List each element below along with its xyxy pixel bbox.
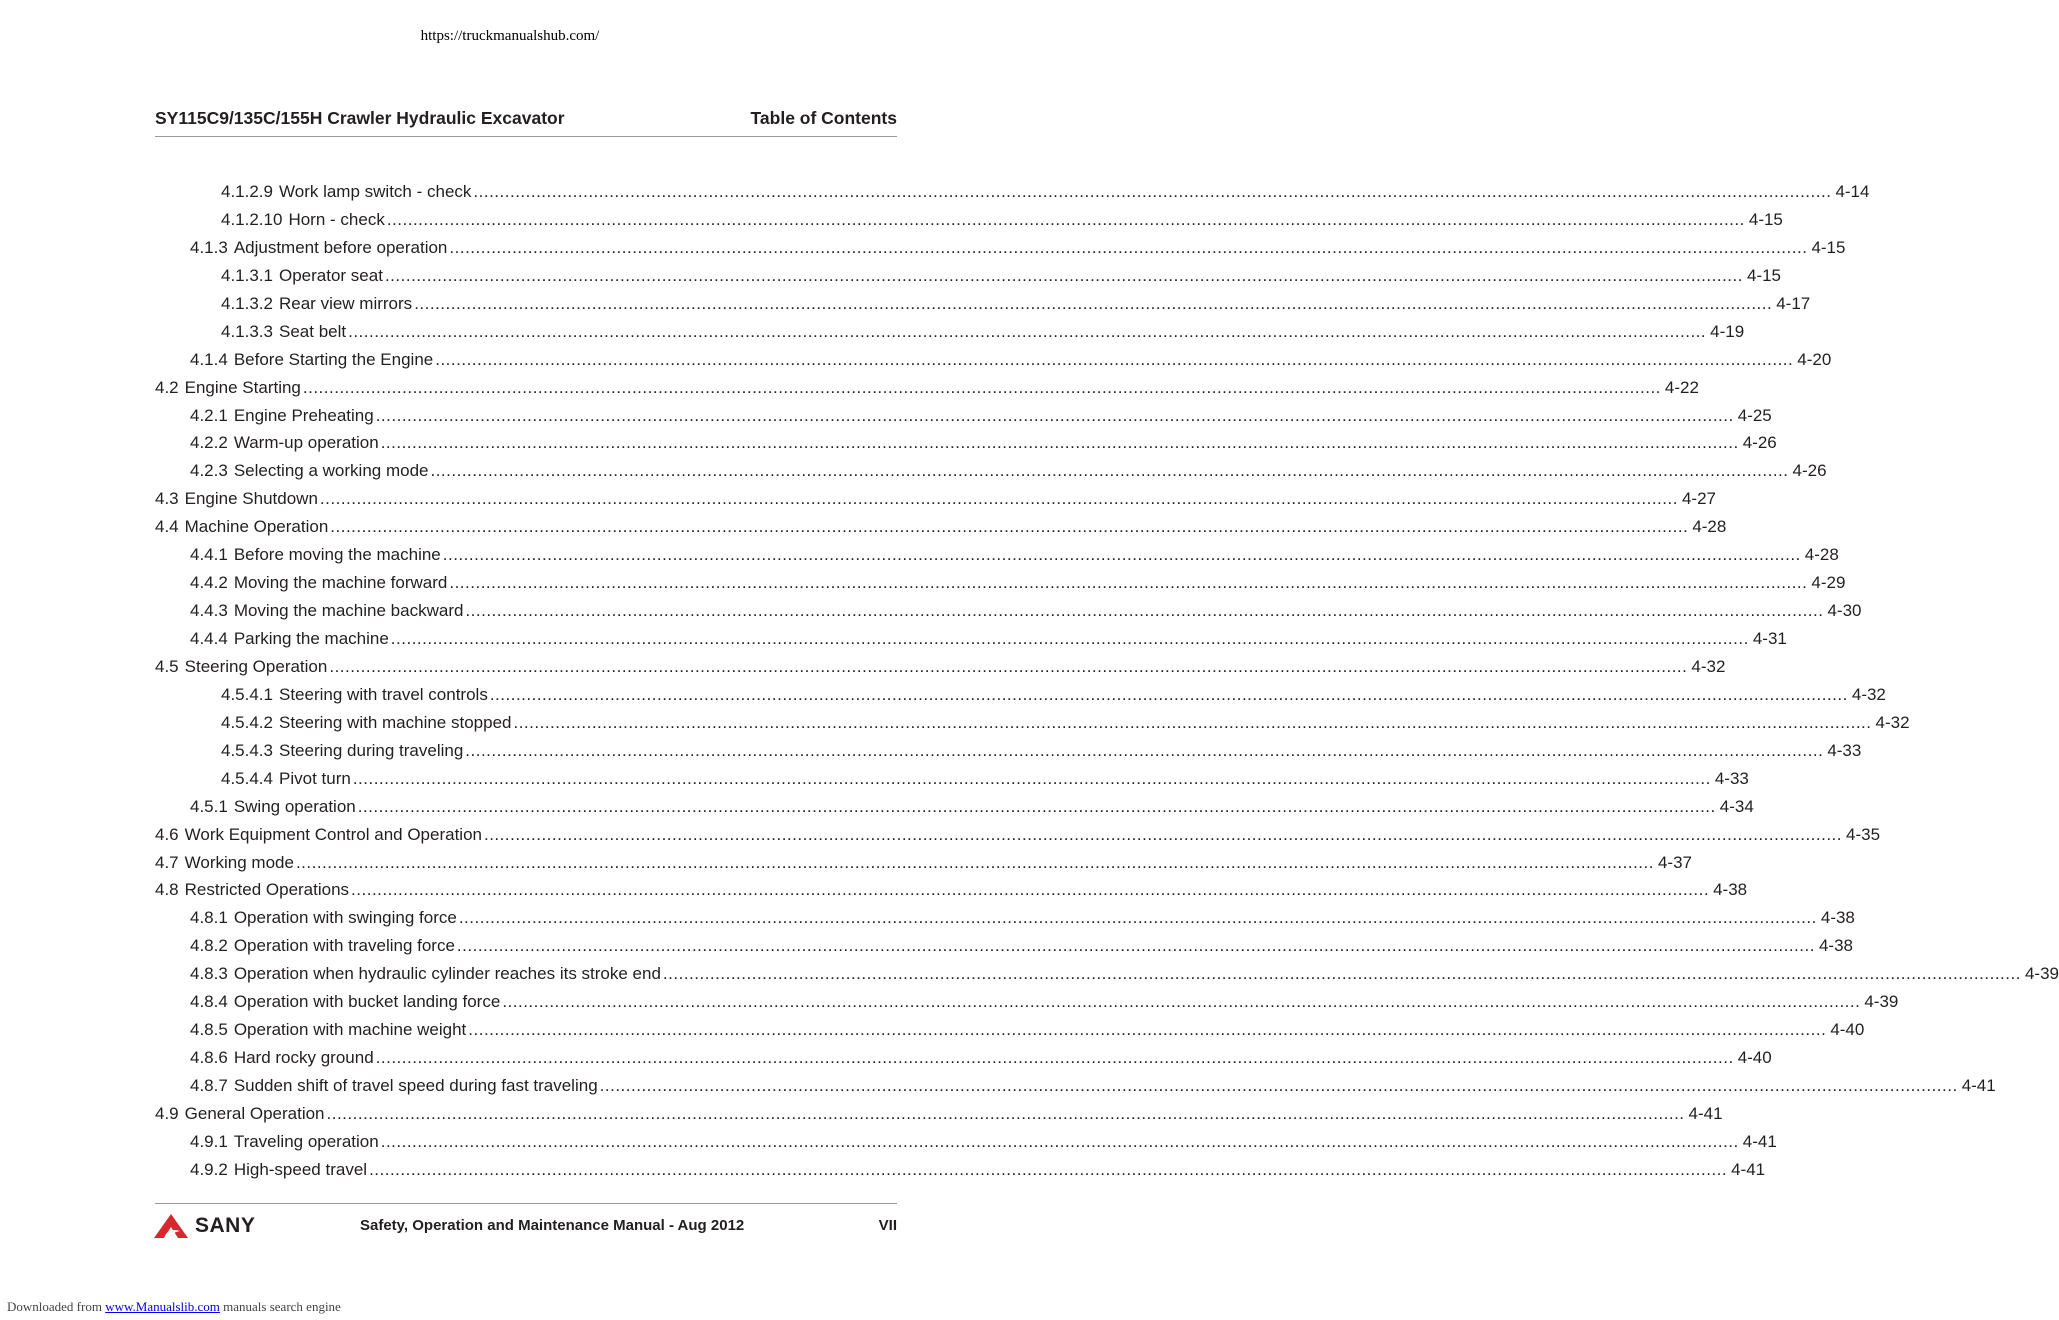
toc-entry[interactable]	[155, 234, 1846, 262]
toc-entry-title: Selecting a working mode	[233, 461, 429, 481]
toc-entry[interactable]	[155, 597, 1862, 625]
toc-entry-number: 4.9.2	[190, 1159, 228, 1179]
toc-dot-leader: ....................................................................................................................................................................................................................................................................	[351, 880, 1710, 900]
toc-entry-title: Steering during traveling	[279, 740, 464, 760]
toc-dot-leader: ....................................................................................................................................................................................................................................................................	[414, 293, 1773, 313]
toc-entry-title: Operator seat	[279, 265, 383, 285]
toc-entry-title: Operation with traveling force	[233, 936, 455, 956]
toc-entry-title: Moving the machine forward	[233, 573, 448, 593]
toc-entry-page: 4-22	[1664, 377, 1699, 397]
toc-entry-number: 4.8	[155, 880, 179, 900]
toc-entry-number: 4.4	[155, 517, 179, 537]
toc-entry-page: 4-41	[1742, 1131, 1777, 1151]
toc-entry-page: 4-32	[1851, 684, 1886, 704]
toc-dot-leader: ....................................................................................................................................................................................................................................................................	[369, 1159, 1728, 1179]
toc-entry[interactable]	[155, 793, 1754, 821]
toc-dot-leader: ....................................................................................................................................................................................................................................................................	[483, 824, 1843, 844]
toc-entry-title: Warm-up operation	[233, 433, 379, 453]
download-suffix: manuals search engine	[223, 1299, 341, 1314]
toc-entry-page: 4-28	[1804, 545, 1839, 565]
toc-entry-number: 4.1.3	[190, 237, 228, 257]
toc-entry-title: Restricted Operations	[184, 880, 350, 900]
toc-dot-leader: ....................................................................................................................................................................................................................................................................	[352, 768, 1711, 788]
toc-entry-number: 4.5.4.2	[221, 712, 273, 732]
toc-entry-number: 4.4.3	[190, 601, 228, 621]
toc-dot-leader: ....................................................................................................................................................................................................................................................................	[390, 629, 1749, 648]
toc-entry-page: 4-35	[1846, 824, 1881, 844]
toc-entry[interactable]	[155, 178, 1870, 206]
toc-entry-number: 4.8.4	[190, 992, 228, 1012]
toc-entry-number: 4.8.5	[190, 1020, 228, 1040]
toc-entry[interactable]	[155, 402, 1772, 430]
toc-dot-leader: ....................................................................................................................................................................................................................................................................	[473, 182, 1832, 201]
toc-dot-leader: ....................................................................................................................................................................................................................................................................	[386, 209, 1745, 229]
footer-divider	[155, 1203, 897, 1204]
toc-entry[interactable]	[155, 876, 1748, 904]
toc-entry[interactable]	[155, 960, 2059, 988]
toc-entry-page: 4-33	[1827, 740, 1862, 760]
toc-entry-page: 4-25	[1737, 405, 1772, 425]
toc-entry-number: 4.5.1	[190, 796, 228, 816]
toc-entry[interactable]	[155, 765, 1749, 793]
toc-entry[interactable]	[155, 653, 1726, 681]
toc-entry[interactable]	[155, 290, 1811, 318]
toc-entry[interactable]	[155, 681, 1886, 709]
toc-entry-title: Engine Shutdown	[184, 489, 318, 509]
toc-entry-title: Horn - check	[288, 209, 385, 229]
toc-entry[interactable]	[155, 206, 1783, 234]
toc-entry-title: High-speed travel	[233, 1159, 368, 1179]
toc-dot-leader: ....................................................................................................................................................................................................................................................................	[326, 1103, 1685, 1123]
toc-dot-leader: ....................................................................................................................................................................................................................................................................	[468, 1020, 1827, 1040]
toc-entry-page: 4-15	[1748, 209, 1783, 229]
toc-dot-leader: ....................................................................................................................................................................................................................................................................	[357, 796, 1716, 816]
toc-entry-page: 4-26	[1742, 433, 1777, 453]
toc-entry-title: Moving the machine backward	[233, 601, 464, 621]
toc-entry-page: 4-33	[1714, 768, 1749, 788]
toc-entry-page: 4-31	[1752, 629, 1787, 648]
toc-entry-title: Adjustment before operation	[233, 237, 448, 257]
page-number: VII	[878, 1217, 897, 1234]
toc-dot-leader: ....................................................................................................................................................................................................................................................................	[384, 265, 1743, 285]
toc-entry-title: Swing operation	[233, 796, 356, 816]
toc-entry-title: Steering with machine stopped	[279, 712, 512, 732]
toc-entry-title: Before Starting the Engine	[233, 349, 434, 369]
toc-entry[interactable]	[155, 849, 1692, 877]
toc-entry-title: Work Equipment Control and Operation	[184, 824, 482, 844]
toc-entry-number: 4.5.4.3	[221, 740, 273, 760]
toc-dot-leader: ....................................................................................................................................................................................................................................................................	[489, 684, 1848, 704]
toc-entry-number: 4.1.3.1	[221, 265, 273, 285]
toc-entry[interactable]	[155, 988, 1899, 1016]
section-title: Table of Contents	[750, 108, 897, 128]
toc-entry-page: 4-39	[1864, 992, 1899, 1012]
sany-logo-icon	[153, 1213, 189, 1239]
toc-entry[interactable]	[155, 485, 1716, 513]
toc-dot-leader: ....................................................................................................................................................................................................................................................................	[375, 1048, 1734, 1068]
toc-entry-title: General Operation	[184, 1103, 325, 1123]
toc-dot-leader: ....................................................................................................................................................................................................................................................................	[465, 601, 1824, 621]
toc-entry-page: 4-30	[1827, 601, 1862, 621]
toc-dot-leader: ....................................................................................................................................................................................................................................................................	[295, 852, 1654, 872]
toc-entry-title: Pivot turn	[279, 768, 351, 788]
toc-entry-number: 4.1.2.10	[221, 209, 283, 229]
toc-entry[interactable]	[155, 625, 1787, 653]
toc-dot-leader: ....................................................................................................................................................................................................................................................................	[502, 992, 1861, 1012]
toc-dot-leader: ....................................................................................................................................................................................................................................................................	[348, 321, 1707, 341]
toc-entry-number: 4.4.1	[190, 545, 228, 565]
toc-entry[interactable]	[155, 262, 1782, 290]
toc-entry-title: Before moving the machine	[233, 545, 441, 565]
toc-entry-page: 4-32	[1691, 656, 1726, 676]
toc-entry-page: 4-41	[1961, 1076, 1996, 1095]
toc-entry-number: 4.2.2	[190, 433, 228, 453]
toc-entry-title: Sudden shift of travel speed during fast traveling	[233, 1076, 598, 1095]
toc-entry-page: 4-15	[1746, 265, 1782, 285]
toc-entry-number: 4.9	[155, 1103, 179, 1123]
toc-entry[interactable]	[155, 374, 1699, 402]
toc-entry-number: 4.8.1	[190, 908, 228, 928]
toc-entry-page: 4-14	[1835, 182, 1870, 201]
toc-entry-number: 4.1.3.3	[221, 321, 273, 341]
toc-entry-page: 4-27	[1681, 489, 1716, 509]
toc-entry-page: 4-15	[1811, 237, 1846, 257]
document-title: SY115C9/135C/155H Crawler Hydraulic Excavator	[155, 108, 565, 128]
toc-entry-number: 4.1.2.9	[221, 182, 273, 201]
toc-dot-leader: ....................................................................................................................................................................................................................................................................	[599, 1076, 1958, 1095]
toc-entry-title: Parking the machine	[233, 629, 389, 648]
toc-dot-leader: ....................................................................................................................................................................................................................................................................	[380, 433, 1739, 453]
toc-entry-number: 4.2.1	[190, 405, 228, 425]
toc-dot-leader: ....................................................................................................................................................................................................................................................................	[513, 712, 1872, 732]
toc-entry-page: 4-19	[1710, 321, 1745, 341]
toc-dot-leader: ....................................................................................................................................................................................................................................................................	[430, 461, 1789, 481]
toc-entry[interactable]	[155, 1100, 1723, 1128]
toc-entry-page: 4-34	[1719, 796, 1754, 816]
toc-entry[interactable]	[155, 429, 1777, 457]
toc-entry-page: 4-39	[2024, 964, 2059, 984]
toc-dot-leader: ....................................................................................................................................................................................................................................................................	[435, 349, 1794, 369]
toc-entry[interactable]	[155, 709, 1910, 737]
toc-entry-page: 4-37	[1657, 852, 1692, 872]
toc-entry-number: 4.5.4.1	[221, 684, 273, 704]
toc-entry-number: 4.7	[155, 852, 179, 872]
toc-entry-number: 4.8.6	[190, 1048, 228, 1068]
toc-entry-number: 4.9.1	[190, 1131, 228, 1151]
toc-entry[interactable]	[155, 904, 1855, 932]
sany-logo	[153, 1213, 255, 1239]
toc-dot-leader: ....................................................................................................................................................................................................................................................................	[375, 405, 1734, 425]
toc-entry-title: Operation with bucket landing force	[233, 992, 501, 1012]
toc-dot-leader: ....................................................................................................................................................................................................................................................................	[330, 517, 1689, 537]
toc-entry-number: 4.1.3.2	[221, 293, 273, 313]
toc-entry-number: 4.5	[155, 656, 179, 676]
toc-dot-leader: ....................................................................................................................................................................................................................................................................	[465, 740, 1824, 760]
manual-title: Safety, Operation and Maintenance Manual - Aug 2012	[360, 1217, 745, 1234]
toc-entry-number: 4.1.4	[190, 349, 228, 369]
download-note	[7, 1299, 341, 1315]
toc-entry-page: 4-38	[1818, 936, 1853, 956]
manualslib-link[interactable]: www.Manualslib.com	[105, 1299, 220, 1314]
toc-entry-number: 4.2	[155, 377, 179, 397]
toc-entry-number: 4.5.4.4	[221, 768, 273, 788]
toc-dot-leader: ....................................................................................................................................................................................................................................................................	[449, 573, 1808, 593]
toc-entry-number: 4.8.7	[190, 1076, 228, 1095]
toc-entry-title: Machine Operation	[184, 517, 329, 537]
toc-entry-title: Steering with travel controls	[279, 684, 488, 704]
toc-entry-title: Hard rocky ground	[233, 1048, 374, 1068]
toc-dot-leader: ....................................................................................................................................................................................................................................................................	[302, 377, 1661, 397]
page-header	[155, 108, 897, 137]
download-prefix: Downloaded from	[7, 1299, 102, 1314]
toc-entry-page: 4-40	[1737, 1048, 1772, 1068]
toc-entry-title: Engine Starting	[184, 377, 301, 397]
toc-dot-leader: ....................................................................................................................................................................................................................................................................	[458, 908, 1817, 928]
toc-dot-leader: ....................................................................................................................................................................................................................................................................	[456, 936, 1815, 956]
toc-entry[interactable]	[155, 1044, 1772, 1072]
toc-entry[interactable]	[155, 541, 1839, 569]
source-url[interactable]: https://truckmanualshub.com/	[420, 28, 600, 44]
toc-entry-number: 4.2.3	[190, 461, 228, 481]
toc-entry-page: 4-20	[1797, 349, 1832, 369]
toc-dot-leader: ....................................................................................................................................................................................................................................................................	[329, 656, 1688, 676]
toc-entry[interactable]	[155, 1156, 1766, 1184]
toc-entry[interactable]	[155, 318, 1745, 346]
toc-dot-leader: ....................................................................................................................................................................................................................................................................	[442, 545, 1801, 565]
toc-entry[interactable]	[155, 1016, 1865, 1044]
toc-entry-title: Traveling operation	[233, 1131, 379, 1151]
toc-entry-title: Work lamp switch - check	[279, 182, 472, 201]
toc-entry[interactable]	[155, 932, 1853, 960]
toc-dot-leader: ....................................................................................................................................................................................................................................................................	[662, 964, 2021, 984]
toc-entry[interactable]	[155, 1072, 1996, 1100]
toc-entry[interactable]	[155, 513, 1727, 541]
toc-entry[interactable]	[155, 569, 1846, 597]
toc-entry[interactable]	[155, 821, 1881, 849]
toc-entry-number: 4.4.4	[190, 629, 228, 648]
toc-entry[interactable]	[155, 1128, 1777, 1156]
toc-dot-leader: ....................................................................................................................................................................................................................................................................	[319, 489, 1678, 509]
toc-entry[interactable]	[155, 457, 1827, 485]
toc-entry-title: Rear view mirrors	[279, 293, 413, 313]
toc-entry-title: Operation with swinging force	[233, 908, 457, 928]
toc-entry[interactable]	[155, 346, 1832, 374]
toc-entry-title: Operation when hydraulic cylinder reaches its stroke end	[233, 964, 661, 984]
toc-entry-number: 4.3	[155, 489, 179, 509]
toc-dot-leader: ....................................................................................................................................................................................................................................................................	[380, 1131, 1739, 1151]
toc-entry-title: Seat belt	[279, 321, 347, 341]
toc-entry-page: 4-26	[1792, 461, 1827, 481]
toc-entry-number: 4.8.2	[190, 936, 228, 956]
toc-entry-page: 4-28	[1692, 517, 1727, 537]
toc-entry-page: 4-29	[1811, 573, 1846, 593]
toc-entry-page: 4-38	[1820, 908, 1855, 928]
toc-entry-page: 4-41	[1731, 1159, 1766, 1179]
toc-dot-leader: ....................................................................................................................................................................................................................................................................	[449, 237, 1808, 257]
toc-entry-title: Steering Operation	[184, 656, 328, 676]
toc-entry-page: 4-32	[1875, 712, 1910, 732]
toc-entry-number: 4.8.3	[190, 964, 228, 984]
toc-entry[interactable]	[155, 737, 1862, 765]
table-of-contents	[155, 178, 2059, 1184]
toc-entry-page: 4-17	[1776, 293, 1811, 313]
toc-entry-page: 4-41	[1688, 1103, 1723, 1123]
toc-entry-title: Working mode	[184, 852, 294, 872]
toc-entry-number: 4.4.2	[190, 573, 228, 593]
brand-name: SANY	[195, 1214, 256, 1237]
toc-entry-page: 4-40	[1830, 1020, 1865, 1040]
toc-entry-title: Operation with machine weight	[233, 1020, 467, 1040]
toc-entry-number: 4.6	[155, 824, 179, 844]
toc-entry-page: 4-38	[1713, 880, 1748, 900]
toc-entry-title: Engine Preheating	[233, 405, 374, 425]
